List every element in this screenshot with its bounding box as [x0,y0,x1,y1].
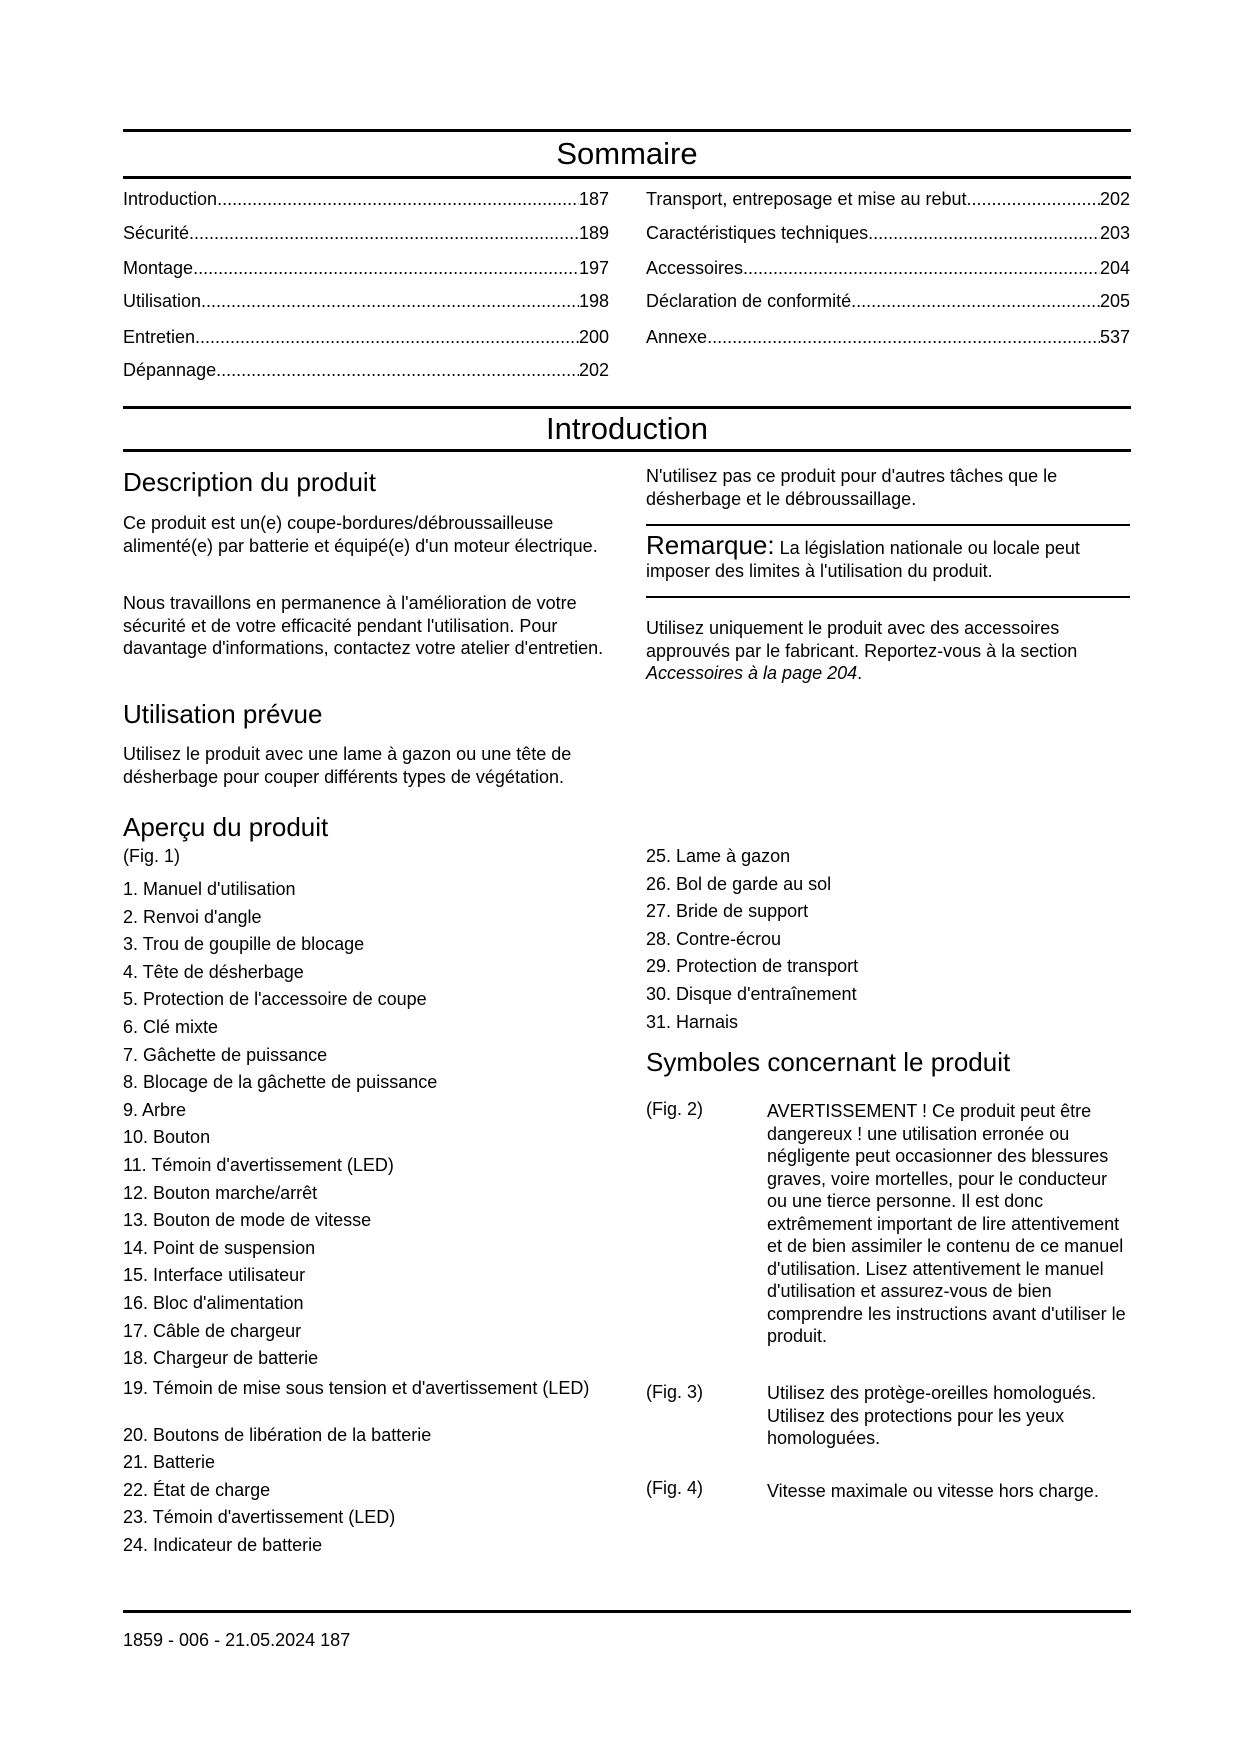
list-item: 5. Protection de l'accessoire de coupe [123,989,427,1010]
toc-page-number: 203 [1099,223,1130,243]
list-item: 16. Bloc d'alimentation [123,1292,304,1313]
list-item: 14. Point de suspension [123,1237,316,1258]
list-item: 19. Témoin de mise sous tension et d'avertissement (LED) [123,1377,590,1398]
list-item: 30. Disque d'entraînement [646,983,857,1004]
description-paragraph-1: Ce produit est un(e) coupe-bordures/débroussailleuse alimenté(e) par batterie et équipé(e) d'un moteur électrique. [123,513,598,556]
toc-page-number: 189 [578,223,609,243]
document-code: 1859 - 006 - 21.05.2024 [123,1630,316,1650]
toc-entry[interactable]: Déclaration de conformité ..... 205 [646,291,1130,312]
list-item: 1. Manuel d'utilisation [123,879,296,899]
list-item: 23. Témoin d'avertissement (LED) [123,1507,396,1528]
toc-entry[interactable]: Caractéristiques techniques ..... 203 [646,223,1130,244]
toc-page-number: 197 [578,258,609,278]
list-item: 29. Protection de transport [646,956,859,977]
toc-entry[interactable]: Utilisation ..... 198 [123,291,609,312]
list-item: 18. Chargeur de batterie [123,1348,319,1369]
toc-page-number: 202 [1099,189,1130,209]
remark-top-rule [646,524,1130,526]
list-item: 17. Câble de chargeur [123,1320,302,1341]
toc-page-number: 537 [1099,327,1130,347]
list-item: 9. Arbre [123,1099,187,1120]
list-item: 15. Interface utilisateur [123,1265,306,1286]
remark-text: La législation nationale ou locale peut imposer des limites à l'utilisation du produit. [646,538,1080,581]
toc-entry[interactable]: Annexe ..... 537 [646,327,1130,348]
intended-use-paragraph: Utilisez le produit avec une lame à gazon ou une tête de désherbage pour couper différents types de végétation. [123,744,572,787]
symbol-figure-reference: (Fig. 2) [646,1099,704,1119]
intended-use-heading: Utilisation prévue [123,699,323,729]
list-item: 21. Batterie [123,1452,216,1473]
symbol-figure-reference: (Fig. 3) [646,1382,704,1402]
list-item: 13. Bouton de mode de vitesse [123,1210,372,1231]
page-number: 187 [320,1630,351,1650]
list-item: 2. Renvoi d'angle [123,906,262,927]
list-item: 12. Bouton marche/arrêt [123,1182,318,1203]
list-item: 22. État de charge [123,1479,271,1500]
list-item: 7. Gâchette de puissance [123,1044,328,1065]
description-heading: Description du produit [123,467,376,497]
symbols-heading: Symboles concernant le produit [646,1047,1011,1077]
toc-entry[interactable]: Entretien ..... 200 [123,327,609,348]
remark-label: Remarque: [646,530,775,560]
symbol-description-warning: AVERTISSEMENT ! Ce produit peut être dangereux ! une utilisation erronée ou négligente peut occasionner des blessures graves, voire mortelles, pour le conducteur ou une tierce personne. Il est donc extrêmement important de lire attentivement et de bien assimiler le contenu de ce manuel d'utilisation. Lisez attentivement le manuel d'utilisation et assurez-vous de bien comprendre les instructions avant d'utiliser le produit. [767,1101,1126,1346]
description-paragraph-2: Nous travaillons en permanence à l'amélioration de votre sécurité et de votre efficacité pendant l'utilisation. Pour davantage d'informations, contactez votre atelier d'entretien. [123,593,604,658]
overview-heading: Aperçu du produit [123,812,329,842]
overview-list-right [646,843,1130,1036]
list-item: 28. Contre-écrou [646,928,782,949]
toc-entry[interactable]: Introduction ..... 187 [123,189,609,210]
remark-bottom-rule [646,596,1130,598]
symbol-description-speed: Vitesse maximale ou vitesse hors charge. [767,1481,1099,1501]
intro-title: Introduction [546,411,708,446]
toc-page-number: 202 [578,360,609,380]
toc-entry[interactable]: Montage ..... 197 [123,258,609,279]
toc-entry[interactable]: Transport, entreposage et mise au rebut ..... 202 [646,189,1130,210]
toc-bottom-rule [123,176,1131,179]
toc-entry[interactable]: Dépannage ..... 202 [123,360,609,381]
page-footer [123,1630,350,1651]
list-item: 4. Tête de désherbage [123,961,304,982]
list-item: 27. Bride de support [646,901,809,922]
list-item: 25. Lame à gazon [646,846,791,866]
list-item: 24. Indicateur de batterie [123,1535,323,1556]
remark-note [646,530,1130,582]
list-item: 3. Trou de goupille de blocage [123,934,365,955]
toc-page-number: 198 [578,291,609,311]
toc-entry[interactable]: Accessoires ..... 204 [646,258,1130,279]
toc-page-number: 187 [578,189,609,209]
toc-page-number: 205 [1099,291,1130,311]
accessories-paragraph: Utilisez uniquement le produit avec des accessoires approuvés par le fabricant. Reportez-vous à la section Accessoires à la page 204. [646,618,1078,683]
toc-page-number: 204 [1099,258,1130,278]
symbol-description-protection: Utilisez des protège-oreilles homologués. Utilisez des protections pour les yeux homologuées. [767,1383,1097,1448]
intro-top-rule [123,406,1131,409]
list-item: 26. Bol de garde au sol [646,873,832,894]
accessories-link[interactable]: Accessoires à la page 204 [646,663,858,683]
overview-list-left [123,876,613,1560]
symbol-figure-reference: (Fig. 4) [646,1478,704,1498]
list-item: 10. Bouton [123,1127,211,1148]
intro-bottom-rule [123,449,1131,452]
list-item: 11. Témoin d'avertissement (LED) [123,1154,394,1175]
usage-restriction-paragraph: N'utilisez pas ce produit pour d'autres tâches que le désherbage et le débroussaillage. [646,466,1058,509]
toc-top-rule [123,129,1131,132]
list-item: 6. Clé mixte [123,1016,219,1037]
toc-entry[interactable]: Sécurité ..... 189 [123,223,609,244]
list-item: 20. Boutons de libération de la batterie [123,1424,432,1445]
overview-figure-reference: (Fig. 1) [123,846,181,866]
toc-title: Sommaire [556,136,698,171]
list-item: 8. Blocage de la gâchette de puissance [123,1072,438,1093]
toc-page-number: 200 [578,327,609,347]
footer-rule [123,1610,1131,1613]
list-item: 31. Harnais [646,1011,739,1032]
